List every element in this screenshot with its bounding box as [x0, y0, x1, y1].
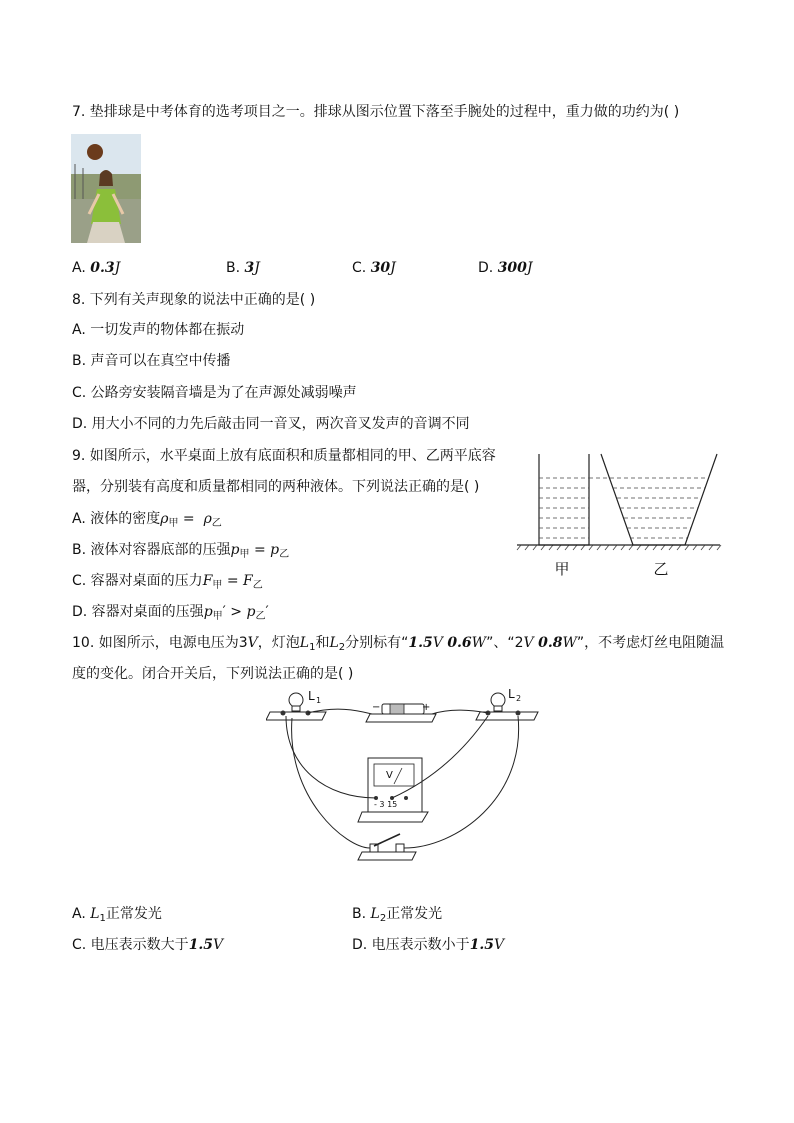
q10-option-a[interactable]: A. $L_1$正常发光 — [72, 906, 162, 924]
label-jia: 甲 — [554, 560, 570, 578]
lamp-l1 — [266, 689, 326, 720]
svg-text:2: 2 — [516, 694, 522, 703]
voltmeter — [358, 758, 428, 822]
q9-option-a[interactable]: A. 液体的密度$\rho_甲 = \rho_乙$ — [72, 511, 222, 529]
bulb-icon — [289, 693, 303, 707]
q9-option-c[interactable]: C. 容器对桌面的压力$F_甲 = F_乙$ — [72, 573, 263, 591]
q8-option-d[interactable]: D. 用大小不同的力先后敲击同一音叉，两次音叉发声的音调不同 — [72, 416, 470, 432]
q9-stem-line2: 器，分别装有高度和质量都相同的两种液体。下列说法正确的是( ) — [72, 479, 480, 495]
q10-option-c[interactable]: C. 电压表示数大于1.5V — [72, 937, 224, 953]
lamp-l2 — [476, 688, 538, 720]
svg-text:+: + — [422, 702, 431, 713]
container-jia — [539, 454, 589, 545]
svg-text:L: L — [508, 688, 515, 701]
q7-option-d[interactable]: D. 300J — [478, 260, 533, 276]
svg-text:−: − — [372, 702, 381, 713]
q8-stem: 8. 下列有关声现象的说法中正确的是( ) — [72, 292, 316, 308]
q10-option-d[interactable]: D. 电压表示数小于1.5V — [352, 937, 505, 953]
switch — [358, 834, 416, 860]
q9-option-d[interactable]: D. 容器对桌面的压强$p_甲' > p_乙'$ — [72, 604, 269, 622]
q10-stem-line1: 10. 如图所示，电源电压为3V，灯泡$L_1$和$L_2$分别标有“1.5V 0.6W”、“2V 0.8W”，不考虑灯丝电阻随温 — [72, 635, 725, 653]
volleyball-icon — [87, 144, 103, 160]
q8-option-b[interactable]: B. 声音可以在真空中传播 — [72, 353, 231, 369]
q7-option-b[interactable]: B. 3J — [226, 260, 260, 276]
q7-option-c[interactable]: C. 30J — [352, 260, 396, 276]
q9-stem-line1: 9. 如图所示，水平桌面上放有底面积和质量都相同的甲、乙两平底容 — [72, 448, 496, 464]
liquid-yi — [610, 478, 708, 538]
q10-stem-line2: 度的变化。闭合开关后，下列说法正确的是( ) — [72, 666, 354, 682]
battery — [366, 702, 436, 722]
container-yi — [601, 454, 717, 545]
volleyball-photo — [71, 134, 141, 243]
liquid-jia — [539, 478, 589, 538]
q7-option-a[interactable]: A. 0.3J — [72, 260, 121, 276]
table-hatching — [517, 545, 721, 550]
q9-containers-figure — [515, 448, 725, 584]
q10-circuit-figure — [266, 688, 542, 874]
svg-text:V: V — [386, 770, 393, 781]
svg-text:L: L — [308, 689, 315, 703]
q8-option-c[interactable]: C. 公路旁安装隔音墙是为了在声源处减弱噪声 — [72, 385, 357, 401]
q10-option-b[interactable]: B. $L_2$正常发光 — [352, 906, 443, 924]
label-yi: 乙 — [653, 560, 669, 578]
q9-option-b[interactable]: B. 液体对容器底部的压强$p_甲 = p_乙$ — [72, 542, 290, 560]
svg-text:- 3 15: - 3 15 — [374, 800, 398, 809]
bulb-icon — [491, 693, 505, 707]
svg-text:1: 1 — [316, 696, 322, 705]
q8-option-a[interactable]: A. 一切发声的物体都在振动 — [72, 322, 245, 338]
q7-stem: 7. 垫排球是中考体育的选考项目之一。排球从图示位置下落至手腕处的过程中，重力做的功约为( ) — [72, 104, 680, 120]
